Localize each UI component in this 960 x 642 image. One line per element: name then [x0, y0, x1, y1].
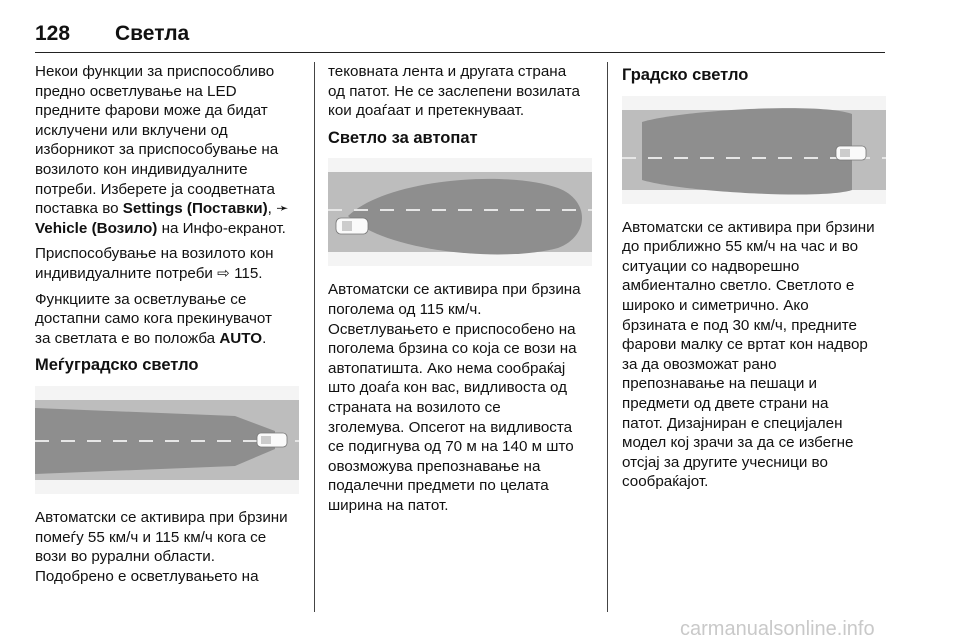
motorway-light-illustration: [328, 158, 592, 266]
settings-menu-label: Settings (Поставки): [122, 200, 268, 218]
intro-paragraph: Некои функции за приспособливо предно осветлување на LED предните фарови може да бидат исклучени или вклучени од изборникот за приспособување на возилото кон индивидуалните потреби. Изберете ја соодветната поставка во Settings (Поставки), ➛ Vehicle (Возило) на Инфо-екранот.: [35, 63, 289, 237]
motorway-light-text: Автоматски се активира при брзина поголема од 115 км/ч. Осветлувањето е приспособено на поголема брзина со која се вози на автопатишта. Ако нема сообраќај што доаѓа кон вас, видливоста од страната на возилото се зголемува. Опсегот на видливоста се подигнува од 70 м на 140 м што овозможува препознавање на подалечни предмети по целата ширина на патот.: [328, 281, 581, 514]
heading-country-light: Меѓуградско светло: [35, 356, 199, 375]
column-3: [622, 62, 892, 498]
country-light-illustration: [35, 386, 299, 494]
page-number: 128: [35, 22, 71, 45]
auto-label: AUTO: [219, 329, 263, 347]
availability-paragraph: Функциите за осветлување се достапни само кога прекинувачот за светлата е во положба AUTO.: [35, 290, 272, 347]
heading-town-light: Градско светло: [622, 66, 749, 84]
town-light-illustration: [622, 96, 886, 204]
column-2: [328, 62, 598, 522]
page-ref-icon: ⇨: [217, 264, 230, 282]
continued-paragraph: тековната лента и другата страна од патот. Не се заслепени возилата кои доаѓаат и претекнуваат.: [328, 63, 580, 120]
arrow-icon: ➛: [276, 200, 289, 218]
section-title: Светла: [115, 22, 190, 45]
column-divider: [314, 62, 315, 612]
column-1: [35, 62, 305, 592]
watermark: carmanualsonline.info: [680, 618, 875, 640]
page-header: [35, 18, 885, 53]
heading-motorway-light: Светло за автопат: [328, 128, 478, 147]
vehicle-menu-label: Vehicle (Возило): [35, 219, 158, 237]
town-light-text: Автоматски се активира при брзини до приближно 55 км/ч на час и во ситуации со надворешно амбиентално светло. Светлото е широко и симетрично. Ако брзината е под 30 км/ч, предните фарови малку се вртат кон надвор за да овозможат рано препознавање на пешаци и предмети од двете страни на патот. Дизајниран е специјален модел кој зрачи за да се избегне отсјај за другите учесници во сообраќајот.: [622, 218, 875, 491]
column-divider: [607, 62, 608, 612]
reference-paragraph: Приспособување на возилото кон индивидуалните потреби ⇨ 115.: [35, 245, 274, 282]
country-light-text: Автоматски се активира при брзини помеѓу 55 км/ч и 115 км/ч кога се вози во рурални области. Подобрено е осветлувањето на: [35, 508, 288, 585]
